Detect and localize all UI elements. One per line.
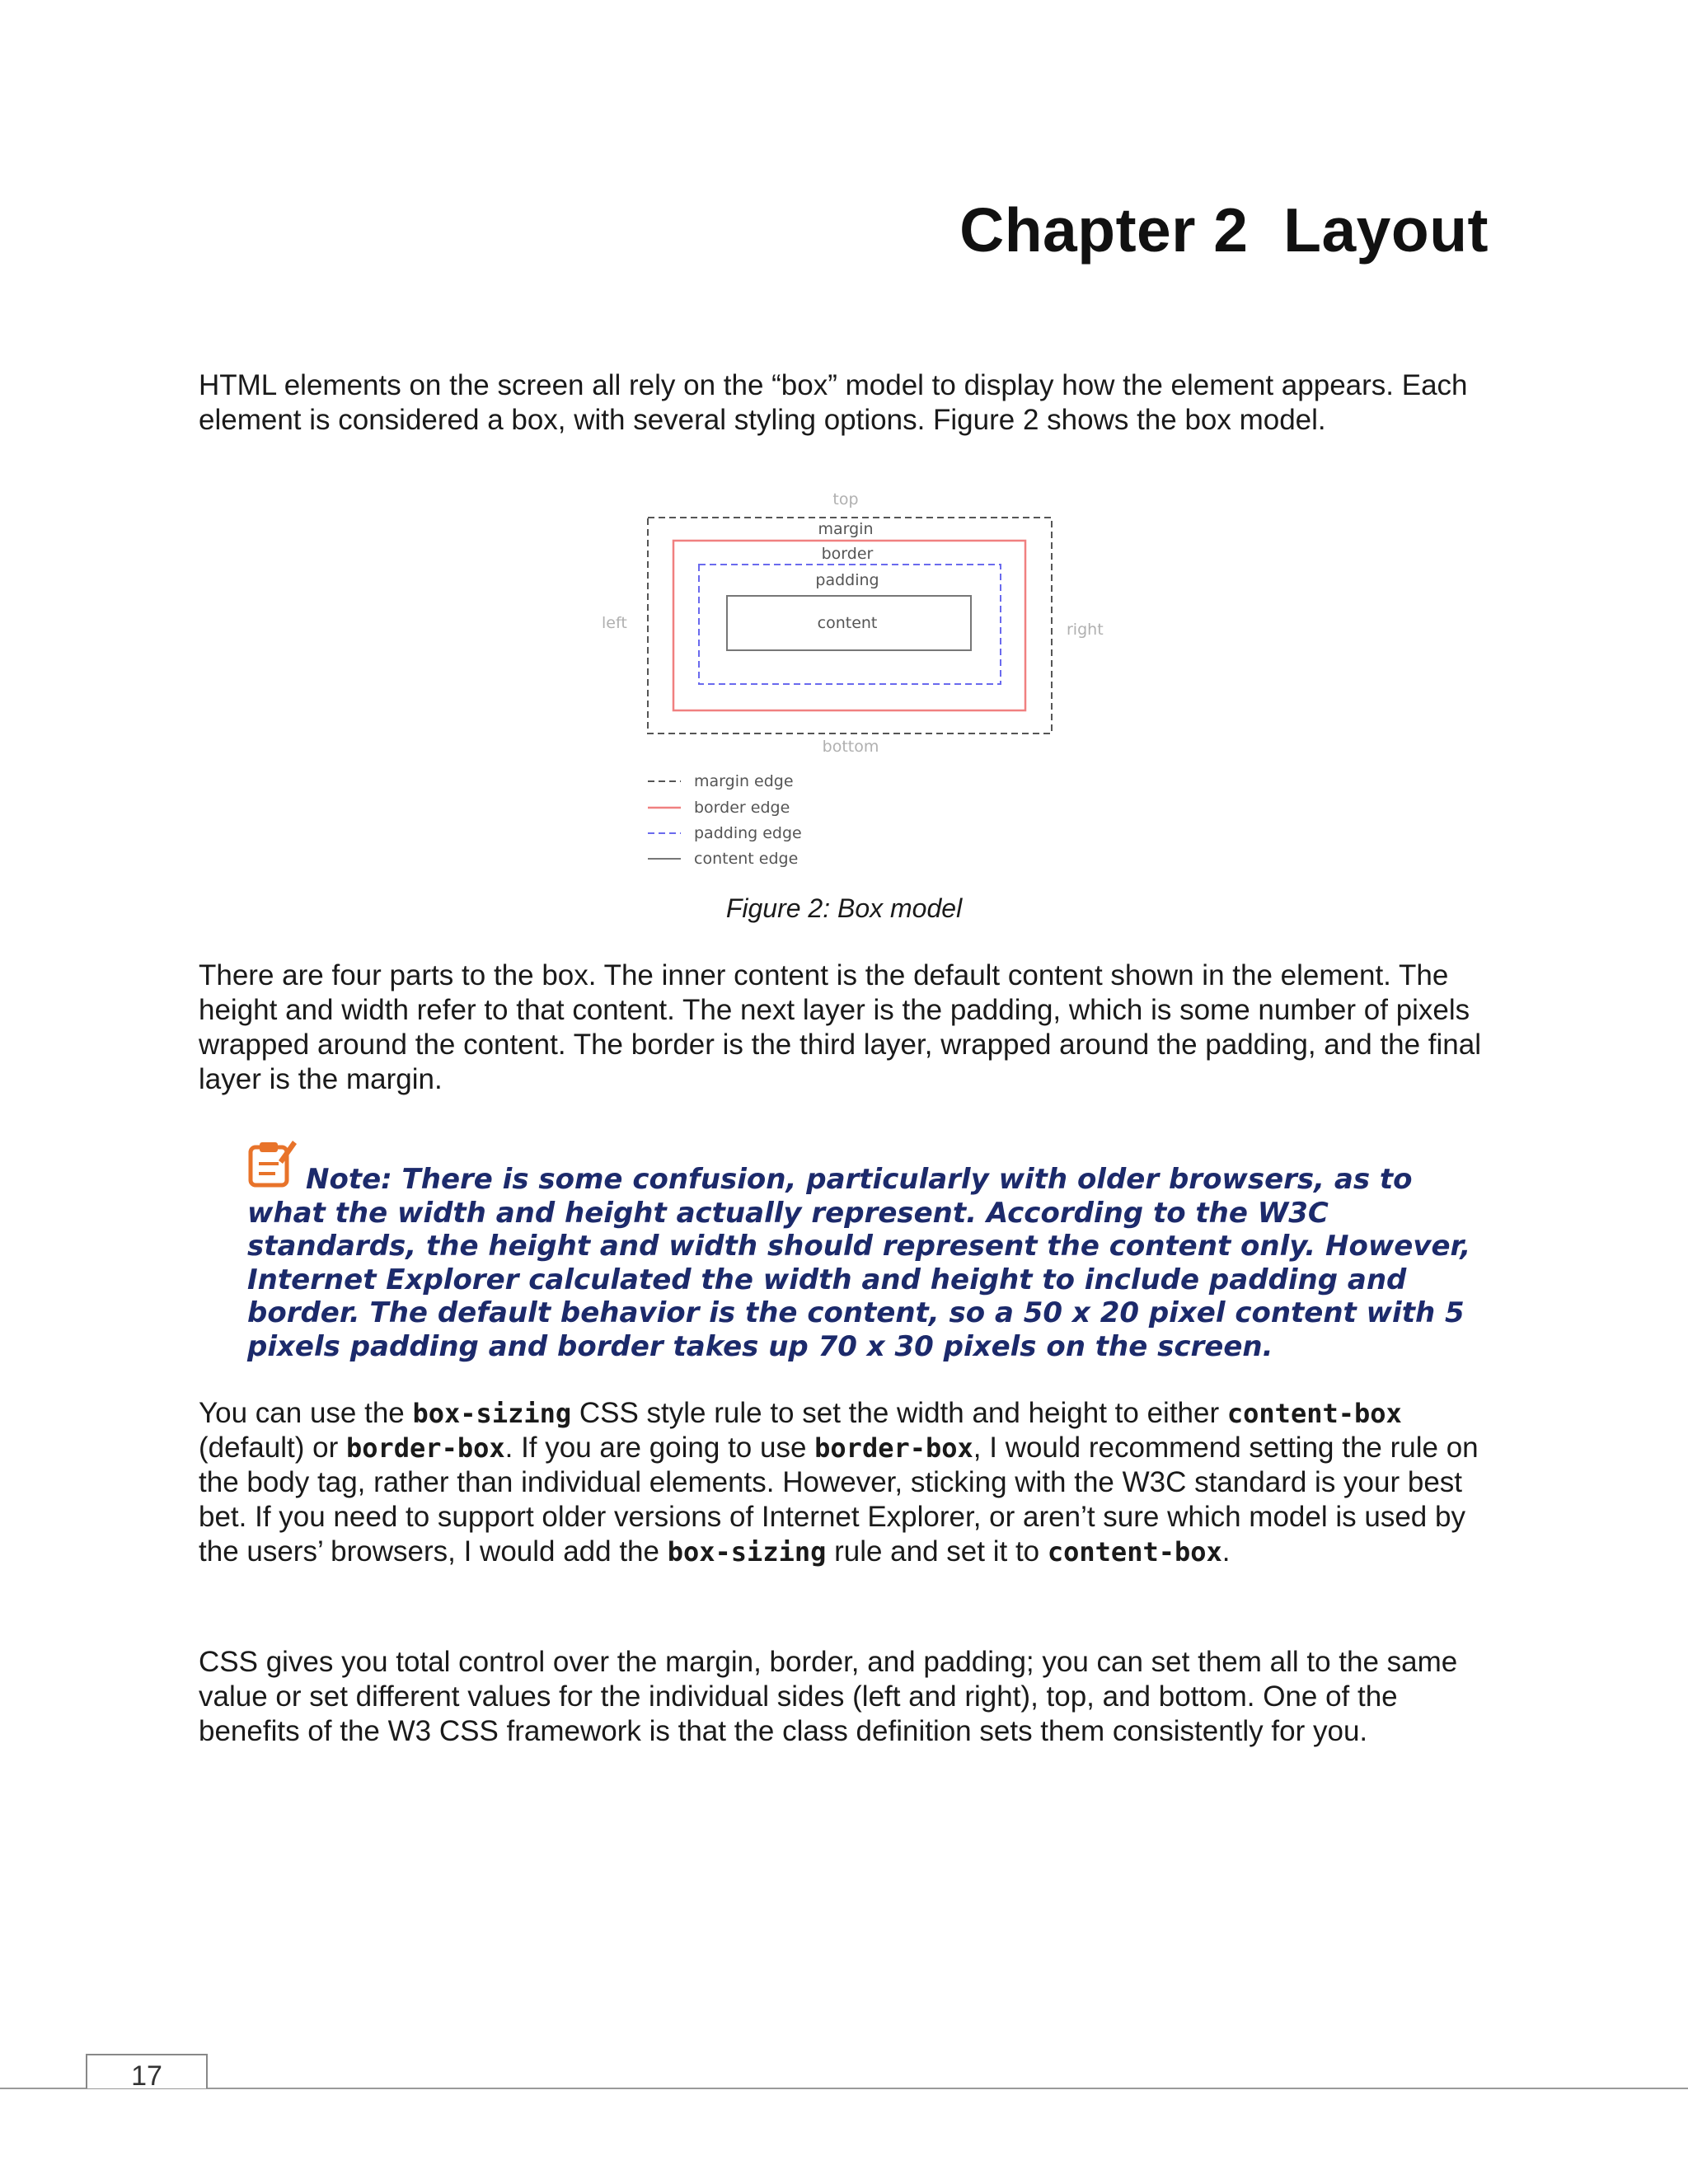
box-model-diagram xyxy=(585,486,1113,882)
text-run: (default) or xyxy=(199,1432,346,1464)
label-padding: padding xyxy=(815,571,879,589)
text-run: CSS style rule to set the width and height to either xyxy=(571,1397,1227,1429)
label-top: top xyxy=(832,490,859,509)
inline-code: box-sizing xyxy=(412,1398,572,1429)
css-control-paragraph: CSS gives you total control over the margin, border, and padding; you can set them all to the same value or set different values for the individual sides (left and right), top, and bottom. One of the benefits of the W3 CSS framework is that the class definition sets them consistently for you. xyxy=(199,1646,1458,1747)
legend-padding-edge: padding edge xyxy=(694,824,802,842)
legend-content-edge: content edge xyxy=(694,850,799,868)
page-number: 17 xyxy=(131,2060,162,2092)
label-right: right xyxy=(1067,621,1104,639)
footer-rule xyxy=(0,2088,1688,2089)
note-callout xyxy=(247,1136,1500,1363)
figure-caption: Figure 2: Box model xyxy=(725,893,963,923)
chapter-title: Chapter 2 Layout xyxy=(959,195,1489,265)
inline-code: border-box xyxy=(345,1432,505,1464)
text-run: You can use the xyxy=(199,1397,413,1429)
inline-code: box-sizing xyxy=(667,1536,827,1568)
label-bottom: bottom xyxy=(822,738,879,756)
label-margin: margin xyxy=(818,520,874,538)
label-left: left xyxy=(602,614,627,632)
inline-code: border-box xyxy=(814,1432,973,1464)
text-run: . If you are going to use xyxy=(504,1432,815,1464)
box-model-figure xyxy=(585,486,1113,882)
text-run: , I would recommend setting the rule on the body tag, rather than individual elements. However, sticking with the W3C standard is your best bet. If you need to support older versions of Internet Explorer, or aren’t sure which model is used by the users’ browsers, I would add the xyxy=(199,1432,1479,1568)
box-sizing-paragraph xyxy=(199,1396,1493,1569)
legend-border-edge: border edge xyxy=(694,799,790,817)
label-border: border xyxy=(821,545,874,563)
note-text: Note: There is some confusion, particularly with older browsers, as to what the width and height actually represent. According to the W3C standards, the height and width should represent the content only. However, Internet Explorer calculated the width and height to include padding and border. The default behavior is the content, so a 50 x 20 pixel content with 5 pixels padding and border takes up 70 x 30 pixels on the screen. xyxy=(247,1163,1471,1363)
text-run: rule and set it to xyxy=(826,1535,1048,1568)
note-pencil-icon xyxy=(247,1136,297,1190)
intro-paragraph: HTML elements on the screen all rely on the “box” model to display how the element appears. Each element is considered a box, with several styling options. Figure 2 shows the box model. xyxy=(199,369,1468,436)
inline-code: content-box xyxy=(1047,1536,1222,1568)
legend-margin-edge: margin edge xyxy=(694,772,794,790)
label-content: content xyxy=(817,614,878,632)
inline-code: content-box xyxy=(1226,1398,1402,1429)
four-parts-paragraph: There are four parts to the box. The inner content is the default content shown in the element. The height and width refer to that content. The next layer is the padding, which is some number of pixels wrapped around the content. The border is the third layer, wrapped around the padding, and the final layer is the margin. xyxy=(199,959,1481,1095)
text-run: . xyxy=(1221,1535,1231,1568)
